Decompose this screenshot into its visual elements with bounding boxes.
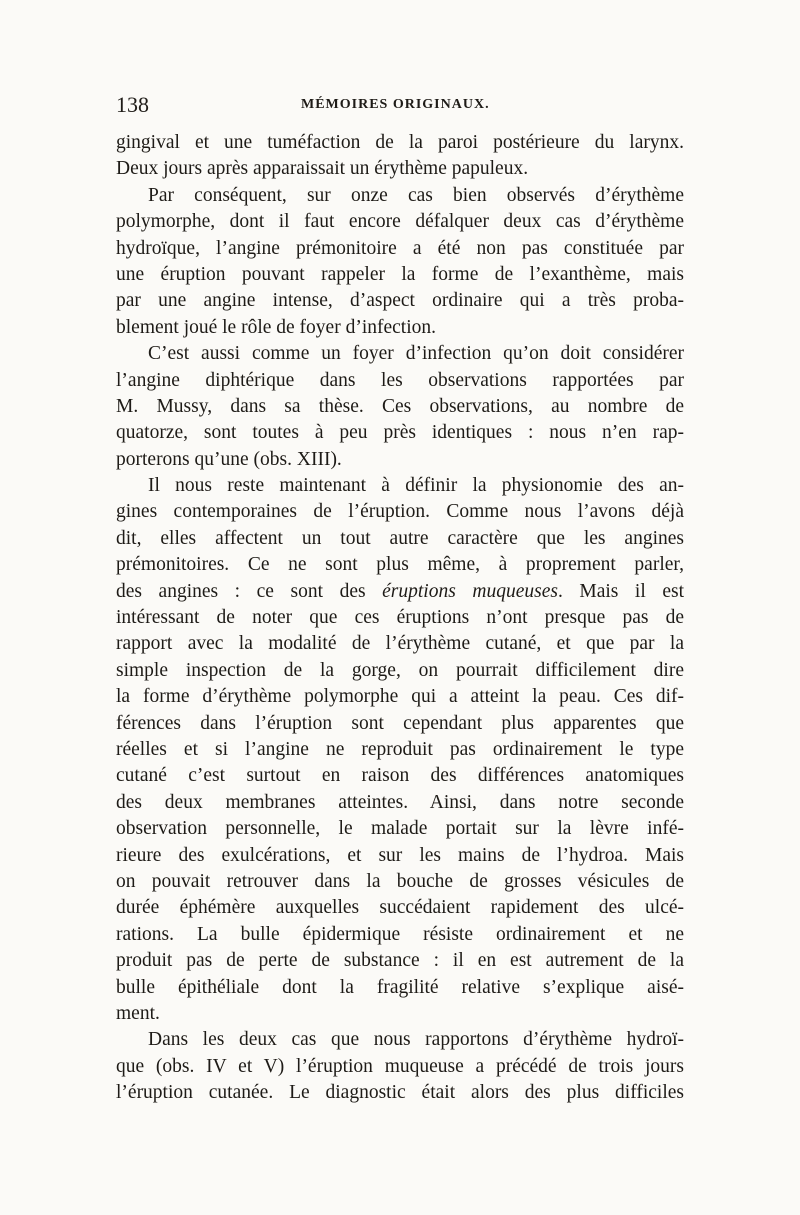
text-line: Dans les deux cas que nous rapportons d’érythème hydroï- xyxy=(148,1029,684,1051)
text-line: hydroïque, l’angine prémonitoire a été non pas constituée par xyxy=(116,237,684,259)
text-line: durée éphémère auxquelles succédaient rapidement des ulcé- xyxy=(116,897,684,919)
text-line: simple inspection de la gorge, on pourrait difficilement dire xyxy=(116,659,684,681)
body-text xyxy=(116,130,684,1106)
text-line: gines contemporaines de l’éruption. Comme nous l’avons déjà xyxy=(116,501,684,523)
page-number: 138 xyxy=(116,92,149,117)
text-line: que (obs. IV et V) l’éruption muqueuse a précédé de trois jours xyxy=(116,1055,684,1077)
text-line: C’est aussi comme un foyer d’infection qu’on doit considérer xyxy=(148,343,684,365)
text-line: bulle épithéliale dont la fragilité relative s’explique aisé- xyxy=(116,976,684,998)
text-line: quatorze, sont toutes à peu près identiques : nous n’en rap- xyxy=(116,422,684,444)
text-line: la forme d’érythème polymorphe qui a atteint la peau. Ces dif- xyxy=(116,686,684,708)
text-line: férences dans l’éruption sont cependant plus apparentes que xyxy=(116,712,684,734)
text-segment: . Mais il est xyxy=(557,580,684,602)
text-line: observation personnelle, le malade portait sur la lèvre infé- xyxy=(116,818,684,840)
text-line: blement joué le rôle de foyer d’infection. xyxy=(116,316,436,338)
text-line: polymorphe, dont il faut encore défalquer deux cas d’érythème xyxy=(116,211,684,233)
running-head: MÉMOIRES ORIGINAUX. xyxy=(301,97,490,112)
text-line: réelles et si l’angine ne reproduit pas ordinairement le type xyxy=(116,738,684,760)
text-line: dit, elles affectent un tout autre caractère que les angines xyxy=(116,527,684,549)
text-line: on pouvait retrouver dans la bouche de grosses vésicules de xyxy=(116,870,684,892)
text-line: rations. La bulle épidermique résiste ordinairement et ne xyxy=(116,923,684,945)
text-line: Par conséquent, sur onze cas bien observés d’érythème xyxy=(148,184,684,206)
text-line: ment. xyxy=(116,1002,160,1024)
text-line xyxy=(116,579,684,605)
text-line: par une angine intense, d’aspect ordinaire qui a très proba- xyxy=(116,290,684,312)
text-segment: des angines : ce sont des xyxy=(116,580,383,602)
text-line: l’éruption cutanée. Le diagnostic était alors des plus difficiles xyxy=(116,1082,684,1104)
text-line: rieure des exulcérations, et sur les mains de l’hydroa. Mais xyxy=(116,844,684,866)
text-line: M. Mussy, dans sa thèse. Ces observations, au nombre de xyxy=(116,395,684,417)
text-line: intéressant de noter que ces éruptions n’ont presque pas de xyxy=(116,607,684,629)
text-line: prémonitoires. Ce ne sont plus même, à proprement parler, xyxy=(116,554,684,576)
text-line: rapport avec la modalité de l’érythème cutané, et que par la xyxy=(116,633,684,655)
text-line: une éruption pouvant rappeler la forme de l’exanthème, mais xyxy=(116,263,684,285)
text-line: porterons qu’une (obs. XIII). xyxy=(116,448,342,470)
text-line: Deux jours après apparaissait un érythème papuleux. xyxy=(116,158,529,180)
text-line: Il nous reste maintenant à définir la physionomie des an- xyxy=(148,475,684,497)
text-line: produit pas de perte de substance : il en est autrement de la xyxy=(116,950,684,972)
text-line: des deux membranes atteintes. Ainsi, dans notre seconde xyxy=(116,791,684,813)
page-header xyxy=(116,92,682,128)
text-line: l’angine diphtérique dans les observations rapportées par xyxy=(116,369,684,391)
text-line: cutané c’est surtout en raison des différences anatomiques xyxy=(116,765,684,787)
text-line: gingival et une tuméfaction de la paroi postérieure du larynx. xyxy=(116,132,684,153)
italic-phrase: éruptions muqueuses xyxy=(382,580,558,602)
